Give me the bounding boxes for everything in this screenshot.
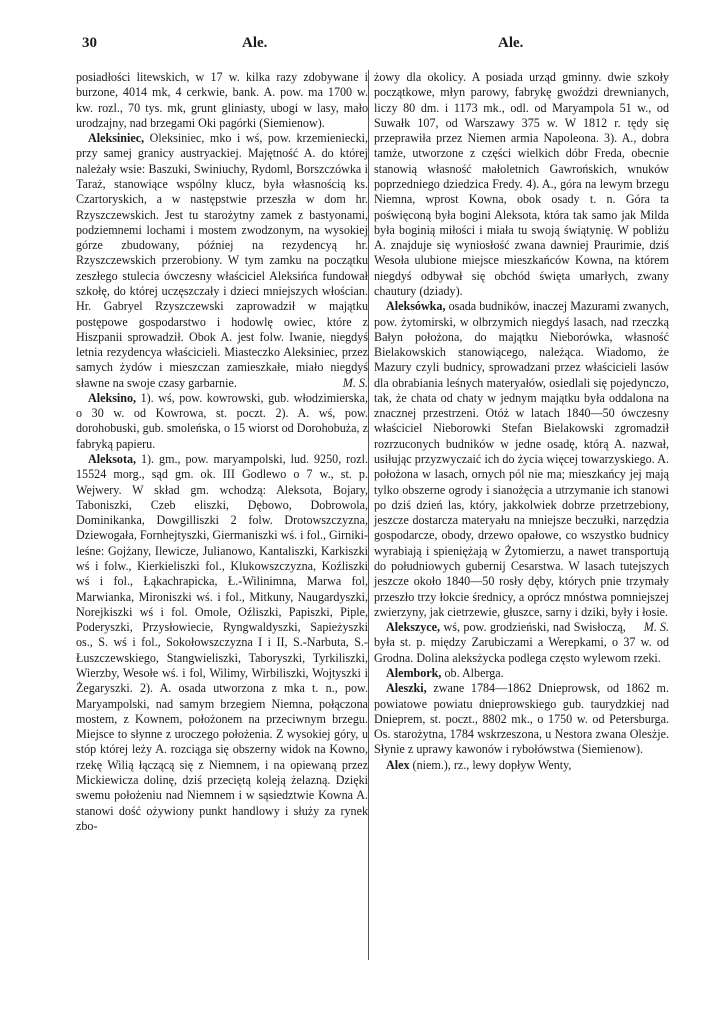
entry-text: (niem.), rz., lewy dopływ Wenty, (412, 757, 572, 772)
column-divider (368, 70, 369, 960)
entry-paragraph (374, 620, 669, 666)
headword-right: Ale. (498, 35, 524, 51)
entry-paragraph (76, 131, 368, 391)
right-column (374, 70, 669, 773)
running-header (0, 35, 720, 57)
entry-text: posiadłości litewskich, w 17 w. kilka razy zdobywane i burzone, 4014 mk, 4 cerkwie, bank. A. pow. ma 1700 w. kw. rozl., 70 tys. mk, grunt gliniasty, ubogi w lasy, mało urodzajny, nad brzegami Oki pagórki (Siemienow). (76, 70, 368, 130)
entry-text: wś, pow. grodzieński, nad Swisłoczą, była st. p. między Zarubiczami a Werepkami, o 37 w. od Grodna. Dolina aleksżycka podlega często wylewom rzeki. (374, 620, 669, 665)
author-signature: M. S. (342, 375, 368, 390)
entry-headword: Alex (386, 757, 410, 772)
entry-paragraph (374, 681, 669, 757)
entry-headword: Aleszki, (386, 681, 427, 696)
entry-headword: Aleksota, (88, 452, 137, 467)
entry-text: 1). gm., pow. maryampolski, lud. 9250, rozl. 15524 morg., sąd gm. ok. III Godlewo o 7 w., st. p. Wejwery. W skład gm. wchodzą: Aleksota, Bojary, Taboniszki, Czeb eliszki, Dębowo, Dobrowola, Dominikanka, Dowgilliszki 2 folw. Drotowszczyzna, Dziewogała, Fornhejtyszki, Giermaniszki wś. i fol., Girniki-leśne: Gojżany, Ilewicze, Julianowo, Kantaliszki, Karkiszki wś i folw., Kierkieliszki fol., Klukowszczyzna, Koźliszki wś i fol., Łąkachrapicka, Ł.-Wilinimna, Marwa fol, Marwianka, Mironiszki wś. i fol., Mitkuny, Naugardyszki, Norejkiszki wś i fol. Omole, Oźliszki, Papiszki, Piple, Poderyszki, Przysłowiecie, Ryngwaldyszki, Sapieżyszki os., S. wś i fol., Sokołowszczyzna I i II, S.-Narbuta, S.-Łuszczewskiego, Stangwieliszki, Taboryszki, Tyrkiliszki, Wierzby, Wesołe wś. i fol, Wilimy, Wirbiliszki, Wojtyszki i Żegaryszki. 2). A. osada utworzona z mka t. n., pow. Maryampolski, nad samym brzegiem Niemna, połączona mostem, z Kownem, położonem na przeciwnym brzegu. Miejsce to słynne z uroczego położenia. Z wysokiej góry, u stóp której leży A. rozciąga się obszerny widok na Kowno, rzekę Wilią łączącą się z Niemnem, i na opiewaną przez Mickiewicza dolinę, dziś przeciętą koleją żelazną. Dzięki swemu położeniu nad Niemnem i w sąsiedztwie Kowna A. stanowi dość ożywiony punkt handlowy i służy za rynek zbo- (76, 452, 368, 833)
entry-text: zwane 1784—1862 Dnieprowsk, od 1862 m. powiatowe powiatu dnieprowskiego gub. taurydzkiej nad Dnieprem, st. poczt., 8802 mk., o 1750 w. od Petersburga. Os. starożytna, 1784 wskrzeszona, u Nestora zwana Olesżje. Słynie z uprawy kawonów i rybołówstwa (Siemienow). (374, 681, 669, 757)
entry-headword: Alembork, (386, 665, 442, 680)
left-column (76, 70, 368, 834)
entry-text: ob. Alberga. (444, 665, 504, 680)
entry-paragraph (76, 70, 368, 131)
entry-headword: Aleksino, (88, 390, 137, 405)
page-number: 30 (82, 35, 97, 51)
entry-paragraph (374, 758, 669, 773)
headword-left: Ale. (242, 35, 268, 51)
entry-text: 1). wś, pow. kowrowski, gub. włodzimierska, o 30 w. od Kowrowa, st. poczt. 2). A. wś, pow. dorohobuski, gub. smoleńska, o 15 wiorst od Dorohobuża, z fabryką papieru. (76, 390, 368, 451)
entry-paragraph (76, 391, 368, 452)
author-signature: M. S. (643, 620, 669, 635)
entry-paragraph (374, 666, 669, 681)
entry-text: osada budników, inaczej Mazurami zwanych, pow. żytomirski, w olbrzymich niegdyś lasach, nad rzeczką Bałyn położona, do majątku Nieborówka, własność Bielakowskich stanowiącego, należąca. Wiadomo, że Mazury czyli budnicy, sprowadzani przez właścicieli lasów dla obrabiania leśnych materyałów, osiedlali się pojedynczo, tak, że chata od chaty w jednym majątku była oddalona na znacznej przestrzeni. Otóż w latach 1840—50 ówczesny właściciel Nieborowki Stefan Bielakowski zgromadził rozrzuconych budników w jedne osadę, którą A. nazwał, usiłując przyzwyczaić ich do życia więcej towarzyskiego. A. położona w lasach, ornych pól nie ma; mieszkańcy jej mają tylko obszerne ogrody i sianożęcia a utrzymanie ich stanowi po dziś dzień las, który, jakkolwiek dobrze przetrzebiony, jeszcze dostarcza materyału na mniejsze beczułki, narzędzia gospodarcze, obody, drzewo opałowe, co wszystko budnicy wyrabiają i spieniężają w Żytomierzu, a nawet transportują do południowych gubernij Cesarstwa. W lasach tutejszych jeszcze około 1840—50 rosły dęby, których pnie trzymały przeszło trzy łokcie średnicy, a oprócz mnóstwa pomniejszej zwierzyny, jak cietrzewie, głuszce, sarny i dziki, były i łosie. (374, 299, 669, 619)
entry-headword: Alekszyce, (386, 620, 441, 635)
entry-headword: Aleksówka, (386, 299, 446, 314)
entry-text: żowy dla okolicy. A posiada urząd gminny. dwie szkoły początkowe, młyn parowy, fabrykę gwoździ drewnianych, liczy 80 dm. i 1173 mk., odl. od Maryampola 51 w., od Suwałk 107, od Warszawy 375 w. W 1812 r. tędy się przeprawiła przez Niemen armia Napoleona. 3). A., dobra tamże, utworzone z części wielkich dóbr Freda, obecnie stanowią własność małoletnich Gawrońskich, wnuków poprzedniego dziedzica Fredy. 4). A., góra na lewym brzegu Niemna, wprost Kowna, obok osady t. n. Góra ta poświęconą była bogini Aleksota, która tak samo jak Milda była boginią miłości i miała tu swoją świątynię. W pobliżu A. znajduje się wyniosłość zwana dawniej Praurimie, dziś Wesoła ulubione miejsce mieszkańców Kowna, na którem niegdyś odbywał się obchód święta umarłych, zwany chautury (dziady). (374, 70, 669, 298)
entry-headword: Aleksiniec, (88, 131, 145, 146)
entry-paragraph (374, 70, 669, 299)
entry-paragraph (76, 452, 368, 834)
entry-text: Oleksiniec, mko i wś, pow. krzemieniecki, przy samej granicy austryackiej. Majętność A. do której należały wsie: Baszuki, Swiniuchy, Rydoml, Borszczówka i Taraż, stanowiące wspólny klucz, była własnością ks. Czartoryskich, a w następstwie przeszła w dom hr. Rzyszczewskich. Jest tu starożytny zamek z bastyonami, podziemnemi lochami i mostem zwodzonym, na wysokiej górze zbudowany, później na rezydencyą hr. Rzyszczewskich przerobiony. W tym zamku na początku zeszłego stulecia ówczesny właściciel Aleksińca fundował szkołę, do której uczęszczały i dzieci mniejszych włościan. Hr. Gabryel Rzyszczewski zaprowadził w majątku postępowe gospodarstwo i hodowlę owiec, które z Hiszpanii sprowadził. Obok A. jest folw. Iwanie, niegdyś letnia rezydencya właścicieli. Miasteczko Aleksiniec, przez samych żydów i mieszczan zamieszkałe, miało niegdyś sławne na swoje czasy garbarnie. (76, 131, 368, 390)
